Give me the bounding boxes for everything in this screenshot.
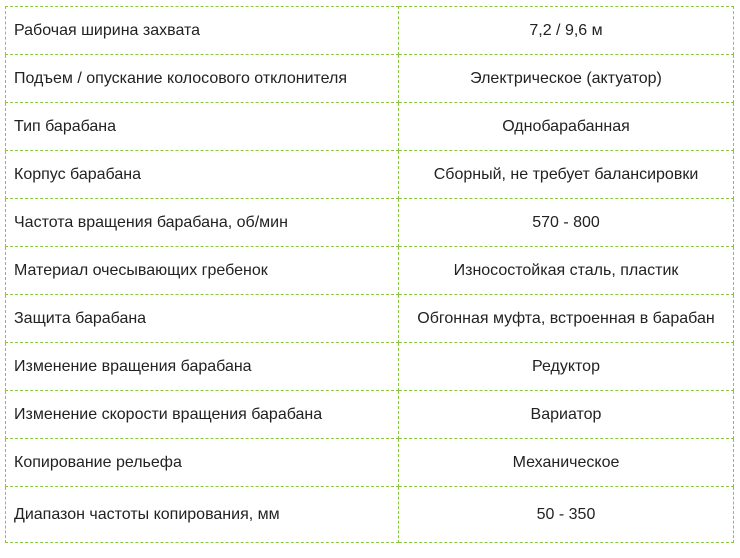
- value-cell: Редуктор: [399, 343, 734, 391]
- table-row: [6, 439, 734, 487]
- table-row: [6, 151, 734, 199]
- table-row: [6, 295, 734, 343]
- table-row: [6, 343, 734, 391]
- table-row: [6, 391, 734, 439]
- parameter-cell: Материал очесывающих гребенок: [6, 247, 399, 295]
- value-cell: Вариатор: [399, 391, 734, 439]
- parameter-cell: Изменение скорости вращения барабана: [6, 391, 399, 439]
- parameter-cell: Корпус барабана: [6, 151, 399, 199]
- value-cell: Сборный, не требует балансировки: [399, 151, 734, 199]
- parameter-cell: Защита барабана: [6, 295, 399, 343]
- table-row: [6, 55, 734, 103]
- value-cell: Электрическое (актуатор): [399, 55, 734, 103]
- table-row: [6, 7, 734, 55]
- parameter-cell: Подъем / опускание колосового отклонителя: [6, 55, 399, 103]
- value-cell: Износостойкая сталь, пластик: [399, 247, 734, 295]
- parameter-cell: Диапазон частоты копирования, мм: [6, 487, 399, 543]
- value-cell: 570 - 800: [399, 199, 734, 247]
- value-cell: 50 - 350: [399, 487, 734, 543]
- parameter-cell: Частота вращения барабана, об/мин: [6, 199, 399, 247]
- parameter-cell: Копирование рельефа: [6, 439, 399, 487]
- value-cell: Однобарабанная: [399, 103, 734, 151]
- table-row: [6, 199, 734, 247]
- specifications-table: [5, 6, 734, 543]
- table-row: [6, 247, 734, 295]
- parameter-cell: Изменение вращения барабана: [6, 343, 399, 391]
- parameter-cell: Тип барабана: [6, 103, 399, 151]
- parameter-cell: Рабочая ширина захвата: [6, 7, 399, 55]
- value-cell: Обгонная муфта, встроенная в барабан: [399, 295, 734, 343]
- value-cell: 7,2 / 9,6 м: [399, 7, 734, 55]
- table-row: [6, 487, 734, 543]
- value-cell: Механическое: [399, 439, 734, 487]
- table-row: [6, 103, 734, 151]
